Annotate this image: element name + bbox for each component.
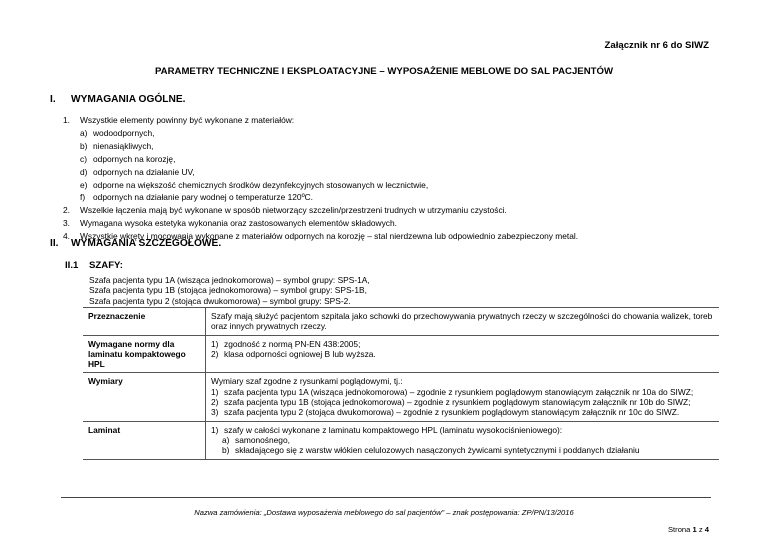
- sub-list-item: c) odpornych na korozję,: [80, 153, 176, 164]
- section-number: I.: [50, 94, 56, 105]
- row-label: Przeznaczenie: [83, 308, 206, 336]
- specification-table: [83, 307, 719, 460]
- sub-list-item: a) wodoodpornych,: [80, 127, 155, 138]
- cabinet-type-line: Szafa pacjenta typu 1B (stojąca jednokomorowa) – symbol grupy: SPS-1B,: [89, 285, 367, 296]
- sub-list: [63, 127, 743, 204]
- section-1-heading: [50, 94, 186, 105]
- table-row: [83, 335, 719, 373]
- list-item: 3. Wymagana wysoka estetyka wykonania oraz zastosowanych elementów składowych.: [63, 218, 397, 229]
- table-row: [83, 373, 719, 421]
- footer-text: Nazwa zamówienia: „Dostawa wyposażenia meblowego do sal pacjentów” – znak postępowania: ZP/PN/13/2016: [194, 508, 574, 517]
- subsection-heading: [65, 260, 123, 271]
- section-2-heading: [50, 238, 221, 249]
- row-value: Wymiary szaf zgodne z rysunkami poglądowymi, tj.: 1) szafa pacjenta typu 1A (wisząca jednokomorowa) – zgodnie z rysunkiem poglądowym stanowiącym załącznik nr 10a do SIWZ; 2) szafa pacjenta typu 1B (stojąca jednokomorowa) – zgodnie z rysunkiem poglądowym stanowiącym załącznik nr 10b do SIWZ; 3) szafa pacjenta typu 2 (stojąca dwukomorowa) – zgodnie z rysunkiem poglądowym stanowiącym załącznik nr 10c do SIWZ.: [206, 373, 720, 421]
- subsection-number: II.1: [65, 260, 79, 271]
- sub-list-item: d) odpornych na działanie UV,: [80, 166, 195, 177]
- sub-list-item: b) nienasiąkliwych,: [80, 140, 154, 151]
- sub-list-item: e) odporne na większość chemicznych środków dezynfekcyjnych stosowanych w lecznictwie,: [80, 179, 429, 190]
- list-item: 4. Wszystkie wkręty i mocowania wykonane z materiałów odpornych na korozję – stal nierdzewna lub odpowiednio zabezpieczony metal.: [63, 231, 579, 242]
- row-label: Laminat: [83, 421, 206, 459]
- row-label: Wymagane normy dla laminatu kompaktowego HPL: [83, 335, 206, 373]
- general-requirements-list: [63, 114, 743, 243]
- attachment-label: Załącznik nr 6 do SIWZ: [604, 40, 709, 51]
- cabinet-type-line: Szafa pacjenta typu 1A (wisząca jednokomorowa) – symbol grupy: SPS-1A,: [89, 275, 370, 285]
- section-title: WYMAGANIA SZCZEGÓŁOWE.: [71, 238, 222, 249]
- list-item: 2. Wszelkie łączenia mają być wykonane w sposób nietworzący szczelin/przestrzeni trudnych w utrzymaniu czystości.: [63, 205, 507, 216]
- footer-divider: [61, 497, 711, 498]
- row-value: 1) zgodność z normą PN-EN 438:2005; 2) klasa odporności ogniowej B lub wyższa.: [206, 335, 720, 373]
- cabinet-types-list: [89, 275, 370, 306]
- section-number: II.: [50, 238, 59, 249]
- row-value: 1) szafy w całości wykonane z laminatu kompaktowego HPL (laminatu wysokociśnieniowego): a) samonośnego, b) składającego się z warstw włókien celulozowych nasączonych żywicami syntetycznymi i poddanych działaniu: [206, 421, 720, 459]
- row-value: Szafy mają służyć pacjentom szpitala jako schowki do przechowywania prywatnych rzeczy w szczególności do chowania walizek, toreb oraz innych prywatnych rzeczy.: [206, 308, 720, 336]
- table-row: [83, 308, 719, 336]
- list-item: 1. Wszystkie elementy powinny być wykonane z materiałów:: [63, 115, 295, 125]
- table-row: [83, 421, 719, 459]
- document-title: PARAMETRY TECHNICZNE I EKSPLOATACYJNE – WYPOSAŻENIE MEBLOWE DO SAL PACJENTÓW: [154, 66, 614, 77]
- cabinet-type-line: Szafa pacjenta typu 2 (stojąca dwukomorowa) – symbol grupy: SPS-2.: [89, 295, 351, 306]
- section-title: WYMAGANIA OGÓLNE.: [71, 94, 186, 105]
- subsection-title: SZAFY:: [89, 260, 123, 271]
- sub-list-item: f) odpornych na działanie pary wodnej o temperaturze 120ºC.: [80, 192, 314, 203]
- row-label: Wymiary: [83, 373, 206, 421]
- page-number: Strona 1 z 4: [667, 525, 709, 534]
